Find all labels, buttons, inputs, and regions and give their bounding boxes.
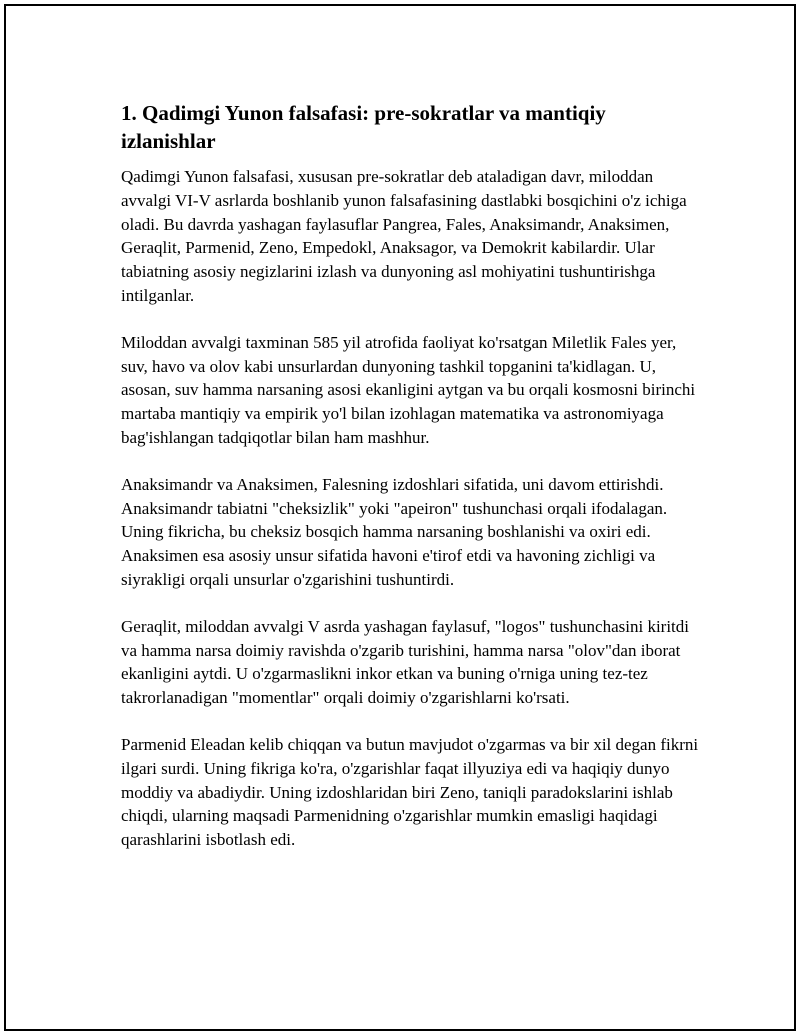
paragraph-fales: Miloddan avvalgi taxminan 585 yil atrofida faoliyat ko'rsatgan Miletlik Fales yer, suv, havo va olov kabi unsurlardan dunyoning tashkil topganini ta'kidlagan. U, asosan, suv hamma narsaning asosi ekanligini aytgan va bu orqali kosmosni birinchi martaba mantiqiy va empirik yo'l bilan izohlagan matematika va astronomiyaga bag'ishlangan tadqiqotlar bilan ham mashhur.: [121, 332, 696, 447]
paragraph-geraqlit: Geraqlit, miloddan avvalgi V asrda yashagan faylasuf, "logos" tushunchasini kiritdi va hamma narsa doimiy ravishda o'zgarib turishini, hamma narsa "olov"dan iborat ekanligini aytdi. U o'zgarmaslikni inkor etkan va buning o'rniga uning tez-tez takrorlanadigan "momentlar" orqali doimiy o'zgarishlarni ko'rsati.: [121, 616, 689, 708]
paragraph-parmenid: Parmenid Eleadan kelib chiqqan va butun mavjudot o'zgarmas va bir xil degan fikrni ilgari surdi. Uning fikriga ko'ra, o'zgarishlar faqat illyuziya edi va haqiqiy dunyo moddiy va abadiydir. Uning izdoshlaridan biri Zeno, taniqli paradokslarini ishlab chiqdi, ularning maqsadi Parmenidning o'zgarishlar mumkin emasligi haqidagi qarashlarini isbotlash edi.: [121, 734, 699, 850]
paragraph-anaksimandr: Anaksimandr va Anaksimen, Falesning izdoshlari sifatida, uni davom ettirishdi. Anaksimandr tabiatni "cheksizlik" yoki "apeiron" tushunchasi orqali ifodalagan. Uning fikricha, bu cheksiz bosqich hamma narsaning boshlanishi va oxiri edi. Anaksimen esa asosiy unsur sifatida havoni e'tirof etdi va havoning zichligi va siyrakligi orqali unsurlar o'zgarishini tushuntirdi.: [121, 474, 668, 589]
paragraph-intro: Qadimgi Yunon falsafasi, xususan pre-sokratlar deb ataladigan davr, miloddan avvalgi VI-V asrlarda boshlanib yunon falsafasining dastlabki bosqichini o'z ichiga oladi. Bu davrda yashagan faylasuflar Pangrea, Fales, Anaksimandr, Anaksimen, Geraqlit, Parmenid, Zeno, Empedokl, Anaksagor, va Demokrit kabilardir. Ular tabiatning asosiy negizlarini izlash va dunyoning asl mohiyatini tushuntirishga intilganlar.: [121, 167, 687, 305]
page-frame: [4, 4, 796, 1031]
section-heading: 1. Qadimgi Yunon falsafasi: pre-sokratlar va mantiqiy izlanishlar: [121, 101, 606, 153]
document-body: [121, 99, 701, 875]
